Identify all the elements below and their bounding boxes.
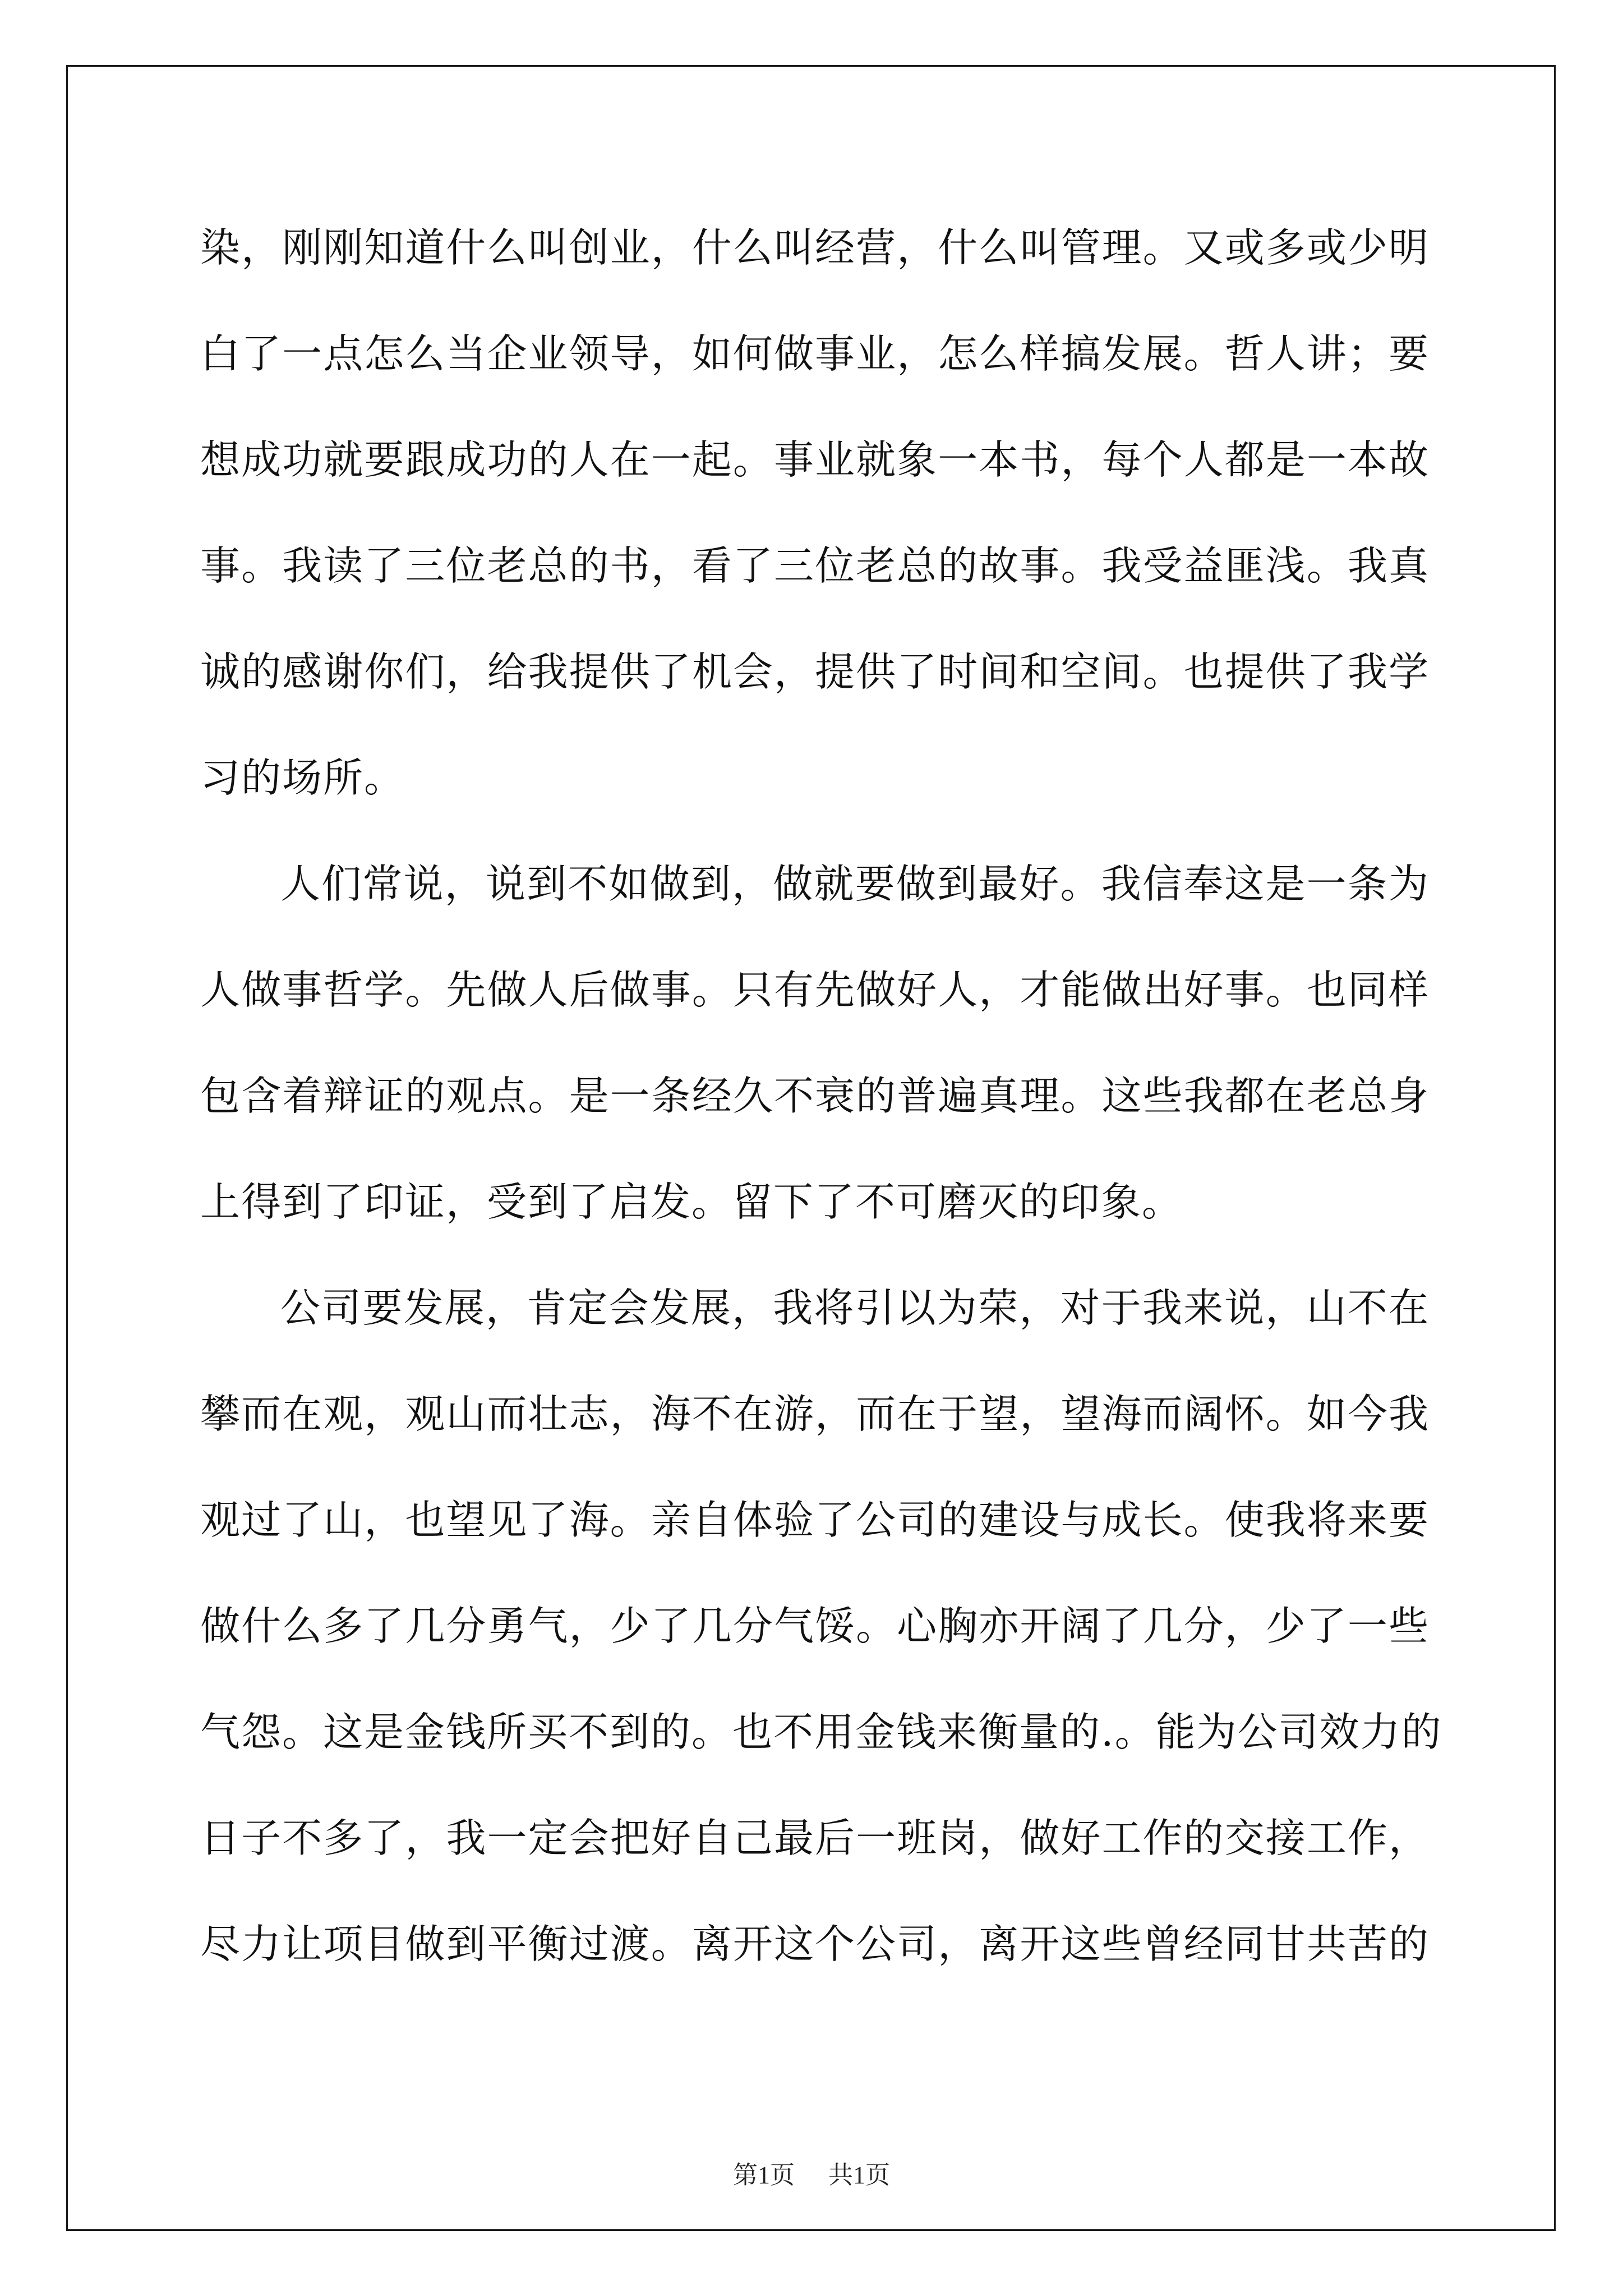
- paragraph-line: 染，刚刚知道什么叫创业，什么叫经营，什么叫管理。又或多或少明: [200, 224, 1430, 271]
- paragraph-line: 人做事哲学。先做人后做事。只有先做好人，才能做出好事。也同样: [200, 967, 1430, 1013]
- paragraph-line: 人们常说，说到不如做到，做就要做到最好。我信奉这是一条为: [280, 861, 1430, 907]
- paragraph-line: 攀而在观，观山而壮志，海不在游，而在于望，望海而阔怀。如今我: [200, 1391, 1430, 1437]
- paragraph-line: 尽力让项目做到平衡过渡。离开这个公司，离开这些曾经同甘共苦的: [200, 1921, 1430, 1967]
- page-border: [66, 65, 1556, 2231]
- paragraph-line: 事。我读了三位老总的书，看了三位老总的故事。我受益匪浅。我真: [200, 542, 1430, 589]
- page-footer: [0, 2159, 1623, 2192]
- paragraph-line: 上得到了印证，受到了启发。留下了不可磨灭的印象。: [200, 1179, 1183, 1225]
- paragraph-line: 诚的感谢你们，给我提供了机会，提供了时间和空间。也提供了我学: [200, 648, 1430, 695]
- page-number: 第1页: [733, 2161, 795, 2189]
- paragraph-line: 气怨。这是金钱所买不到的。也不用金钱来衡量的.。能为公司效力的: [200, 1709, 1442, 1755]
- paragraph-line: 习的场所。: [200, 754, 405, 801]
- paragraph-line: 公司要发展，肯定会发展，我将引以为荣，对于我来说，山不在: [280, 1285, 1430, 1331]
- paragraph-line: 观过了山，也望见了海。亲自体验了公司的建设与成长。使我将来要: [200, 1497, 1430, 1543]
- paragraph-line: 想成功就要跟成功的人在一起。事业就象一本书，每个人都是一本故: [200, 436, 1430, 483]
- paragraph-line: 日子不多了，我一定会把好自己最后一班岗，做好工作的交接工作，: [200, 1815, 1430, 1861]
- paragraph-line: 白了一点怎么当企业领导，如何做事业，怎么样搞发展。哲人讲；要: [200, 330, 1430, 377]
- paragraph-line: 做什么多了几分勇气，少了几分气馁。心胸亦开阔了几分，少了一些: [200, 1603, 1430, 1649]
- paragraph-line: 包含着辩证的观点。是一条经久不衰的普遍真理。这些我都在老总身: [200, 1073, 1430, 1119]
- page-count: 共1页: [828, 2161, 890, 2189]
